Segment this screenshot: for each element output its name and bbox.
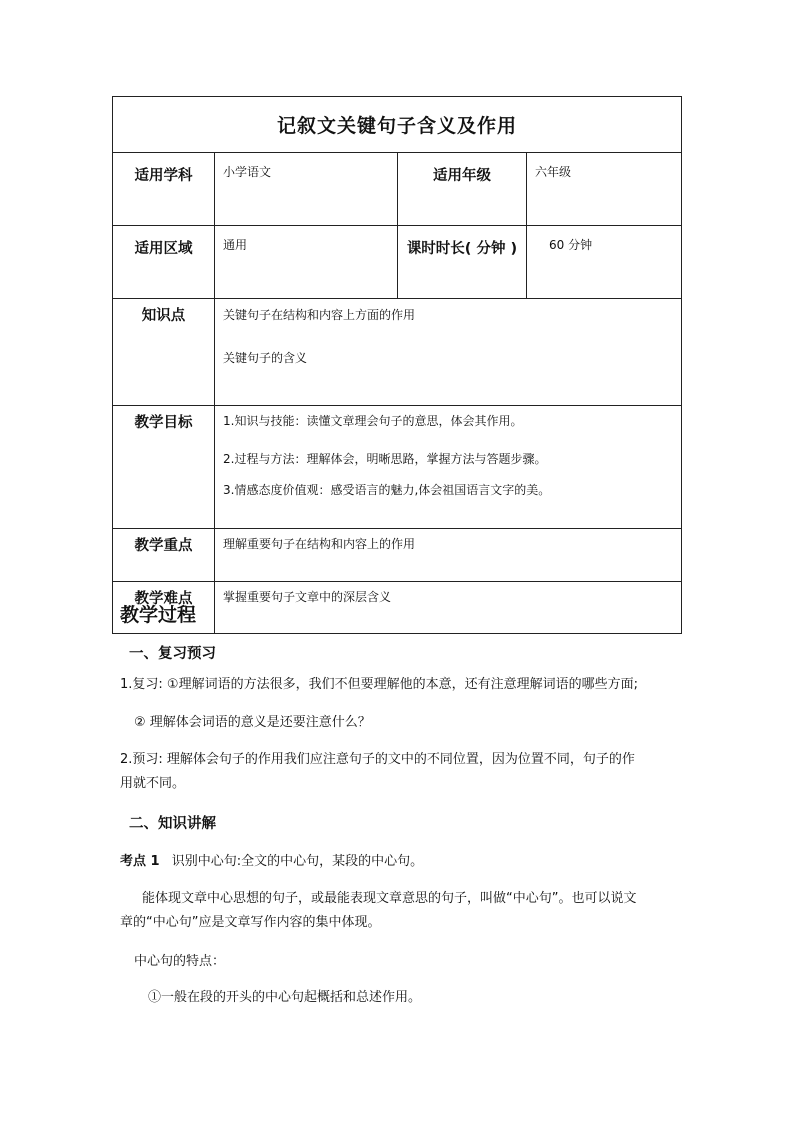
knowledge-item: 关键句子的含义	[223, 351, 308, 365]
document-title: 记叙文关键句子含义及作用	[113, 97, 682, 153]
point-text: 识别中心句:全文的中心句，某段的中心句。	[171, 854, 424, 869]
definition-line-2: 章的“中心句”应是文章写作内容的集中体现。	[120, 915, 381, 930]
grade-label: 适用年级	[398, 153, 527, 226]
subject-value: 小学语文	[215, 153, 398, 226]
knowledge-item: 关键句子在结构和内容上方面的作用	[223, 308, 416, 322]
goal-item: 1.知识与技能：读懂文章理会句子的意思，体会其作用。	[223, 414, 523, 428]
region-label: 适用区域	[113, 226, 215, 299]
goals-value	[215, 406, 682, 529]
region-value: 通用	[215, 226, 398, 299]
duration-label: 课时时长( 分钟 )	[398, 226, 527, 299]
preview-line-1: 2.预习: 理解体会句子的作用我们应注意句子的文中的不同位置，因为位置不同，句子的作	[120, 752, 635, 767]
feature-item-1: ①一般在段的开头的中心句起概括和总述作用。	[148, 990, 422, 1005]
duration-value: 60 分钟	[527, 226, 682, 299]
point-label: 考点 1	[120, 854, 160, 869]
features-label: 中心句的特点：	[134, 954, 226, 969]
section-knowledge-heading: 二、知识讲解	[129, 816, 216, 832]
preview-line-2: 用就不同。	[120, 776, 186, 791]
review-line-2: ② 理解体会词语的意义是还要注意什么？	[134, 715, 371, 730]
difficulty-label: 教学难点	[113, 582, 215, 634]
process-heading: 教学过程	[120, 604, 197, 626]
key-value: 理解重要句子在结构和内容上的作用	[215, 529, 682, 582]
goal-item: 3.情感态度价值观：感受语言的魅力,体会祖国语言文字的美。	[223, 483, 551, 497]
goal-item: 2.过程与方法：理解体会，明晰思路，掌握方法与答题步骤。	[223, 452, 547, 466]
knowledge-label: 知识点	[113, 299, 215, 406]
review-line-1: 1.复习: ①理解词语的方法很多，我们不但要理解他的本意，还有注意理解词语的哪些方面;	[120, 677, 638, 692]
key-label: 教学重点	[113, 529, 215, 582]
grade-value: 六年级	[527, 153, 682, 226]
section-review-heading: 一、复习预习	[129, 646, 216, 662]
subject-label: 适用学科	[113, 153, 215, 226]
definition-line-1: 能体现文章中心思想的句子，或最能表现文章意思的句子，叫做“中心句”。也可以说文	[142, 891, 637, 906]
difficulty-value: 掌握重要句子文章中的深层含义	[215, 582, 682, 634]
goals-label: 教学目标	[113, 406, 215, 529]
point-1	[120, 850, 423, 874]
lesson-info-table	[112, 96, 682, 634]
knowledge-value	[215, 299, 682, 406]
